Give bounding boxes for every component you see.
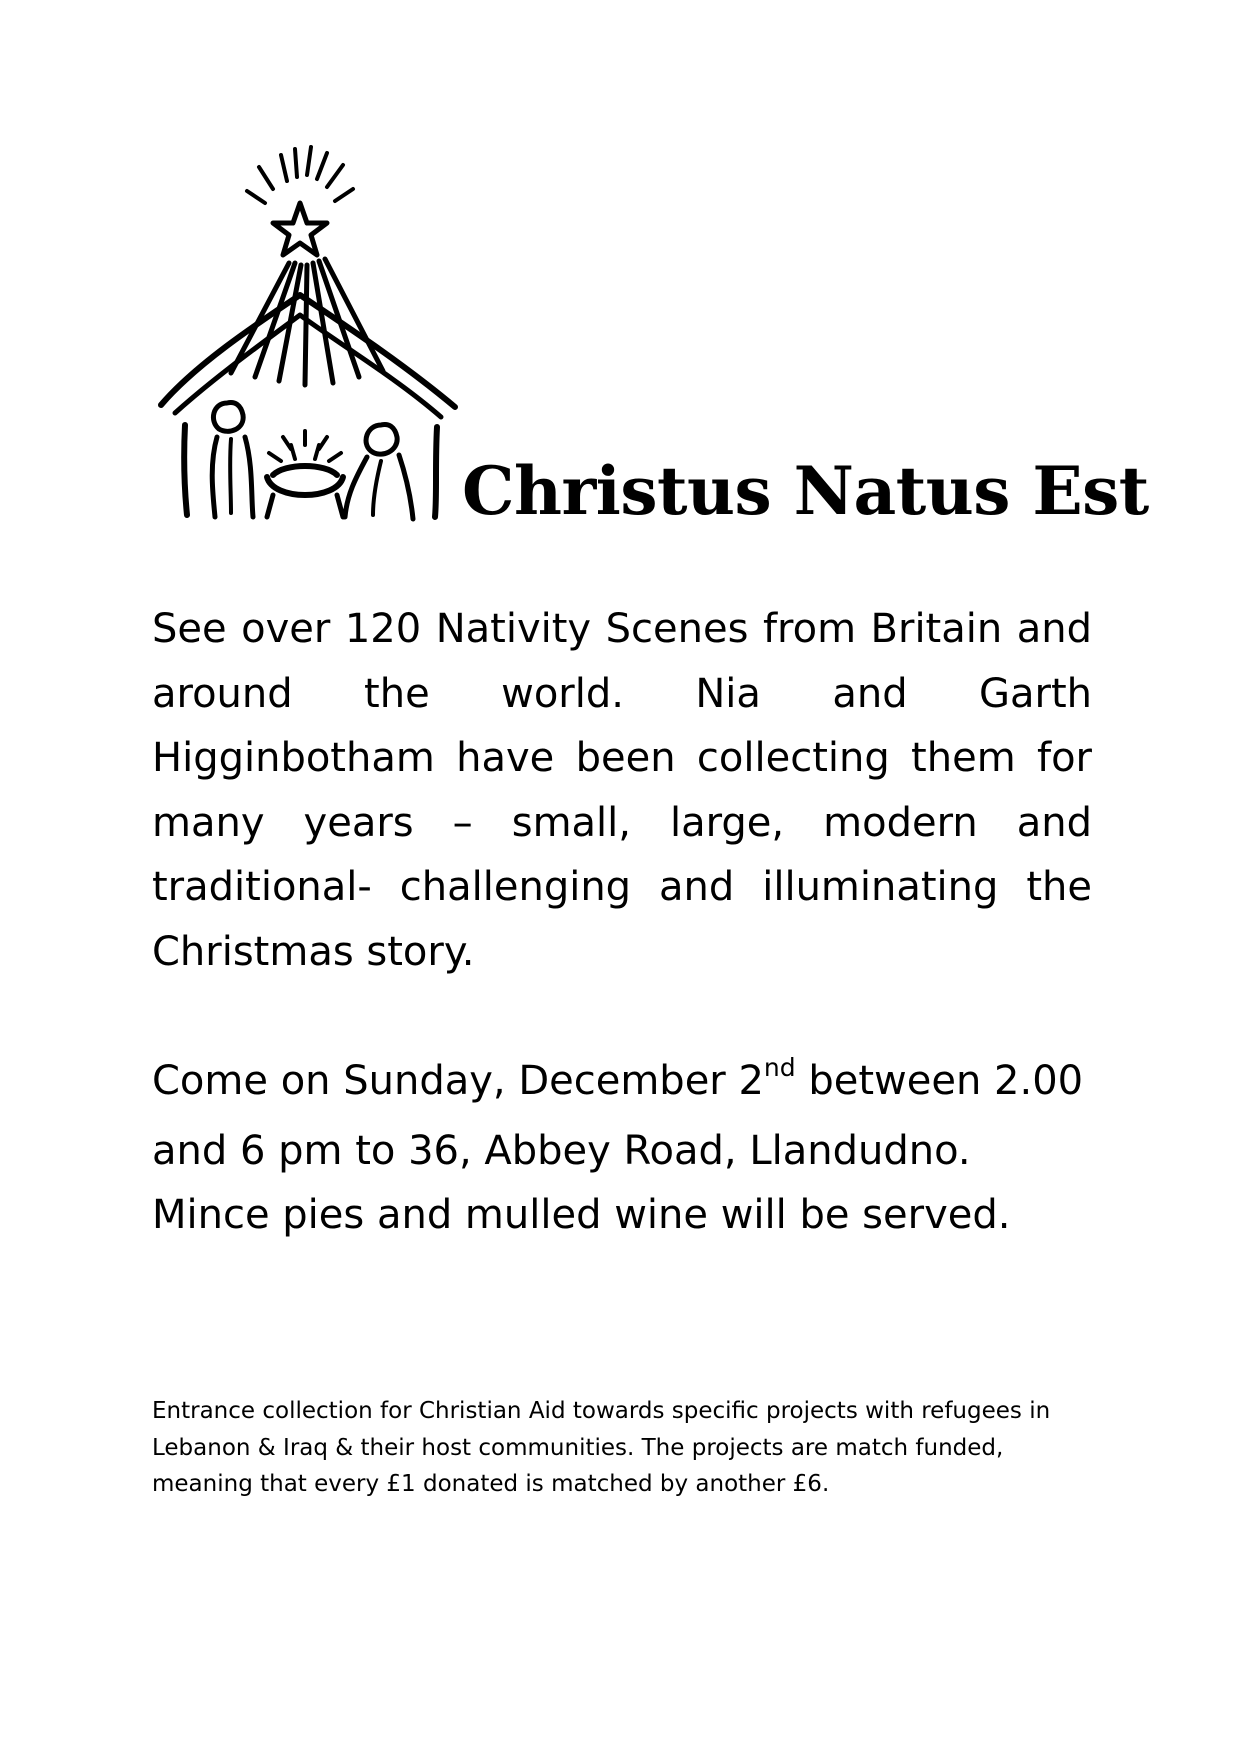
nativity-stable-icon (155, 145, 465, 530)
page-title: Christus Natus Est (462, 452, 1149, 530)
event-location-text: between 2.00 and 6 pm to 36, Abbey Road, Llandudno. Mince pies and mulled wine will be served. (152, 1058, 1084, 1238)
event-date-text: Come on Sunday, December 2 (152, 1058, 764, 1104)
date-ordinal-suffix: nd (763, 1053, 796, 1082)
charity-note: Entrance collection for Christian Aid towards specific projects with refugees in Lebanon & Iraq & their host communities. The projects are match funded, meaning that every £1 donated is matched by another £6. (152, 1398, 1051, 1497)
description-paragraph: See over 120 Nativity Scenes from Britain and around the world. Nia and Garth Higginbotham have been collecting them for many years – small, large, modern and traditional- challenging and illuminating the Christmas story. (152, 606, 1092, 975)
event-details-paragraph (152, 1049, 1092, 1248)
